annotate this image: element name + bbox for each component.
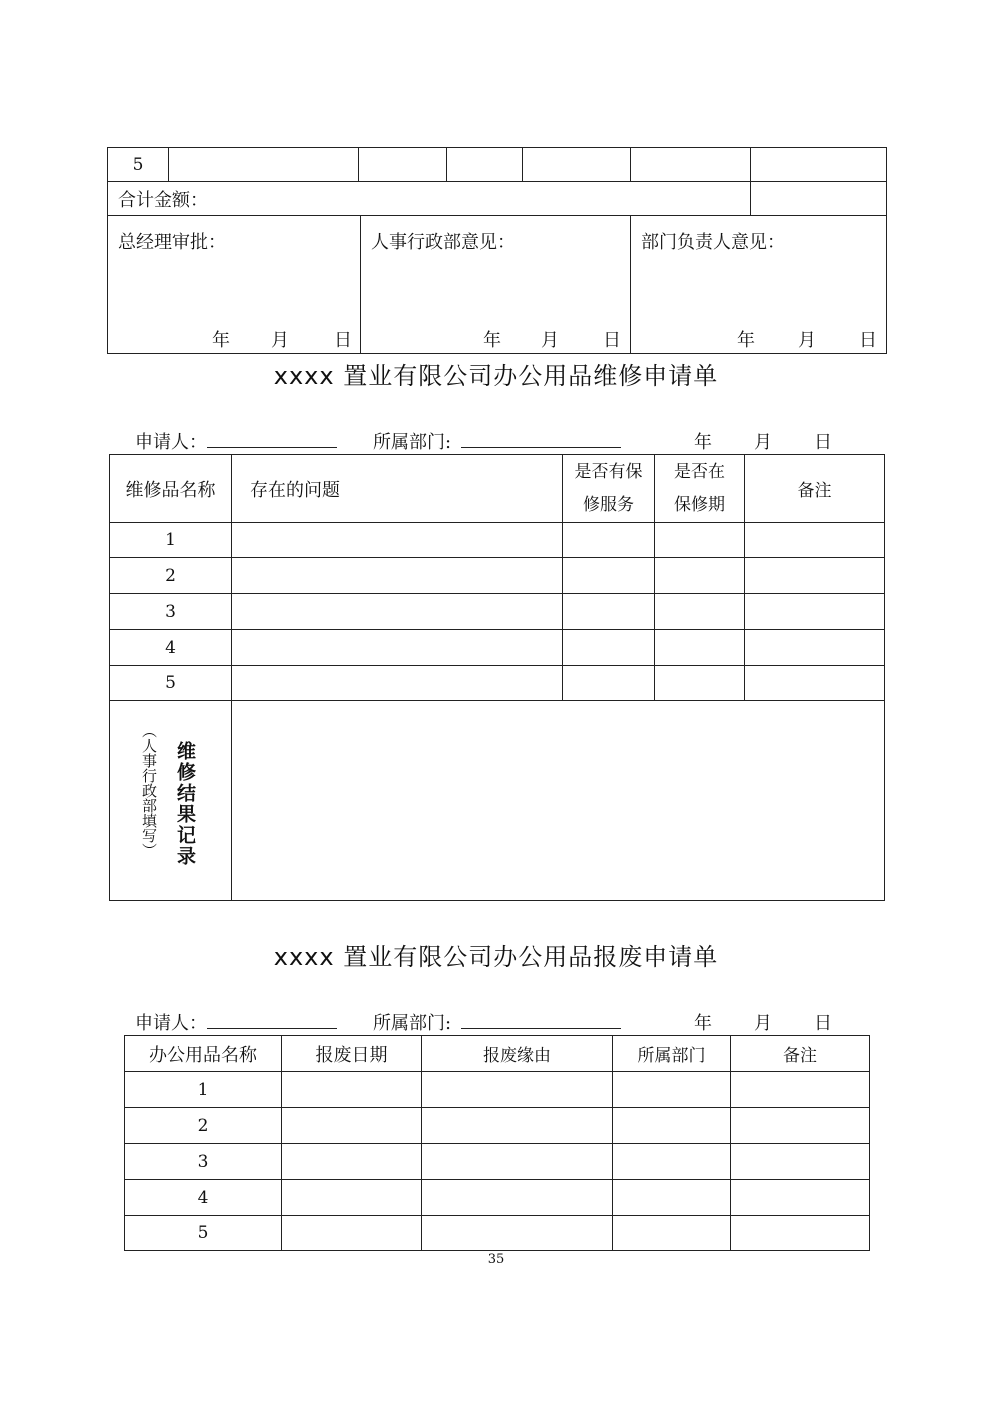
table-cell[interactable]	[563, 666, 655, 701]
table-cell[interactable]	[563, 558, 655, 594]
header-line: 修服务	[583, 494, 634, 515]
scrap-form-title: xxxx 置业有限公司办公用品报废申请单	[273, 943, 719, 971]
table-cell[interactable]	[422, 1072, 613, 1108]
table-cell[interactable]	[613, 1108, 731, 1144]
table-cell[interactable]	[232, 594, 563, 630]
applicant-field[interactable]	[207, 1012, 337, 1029]
gm-approval-label: 总经理审批：	[118, 232, 226, 253]
dept-field[interactable]	[461, 431, 621, 448]
table-cell[interactable]	[447, 148, 523, 182]
table-cell[interactable]	[282, 1144, 422, 1180]
top-table	[107, 147, 887, 216]
header-item-name: 办公用品名称	[125, 1036, 282, 1072]
row-number: 5	[125, 1216, 282, 1251]
applicant-label: 申请人：	[135, 1013, 207, 1034]
row-number: 5	[110, 666, 232, 701]
scrap-applicant-row	[135, 1009, 337, 1035]
table-cell[interactable]	[613, 1072, 731, 1108]
table-cell[interactable]	[563, 630, 655, 666]
date-month: 月	[271, 330, 289, 351]
row-number: 2	[125, 1108, 282, 1144]
table-cell[interactable]	[613, 1180, 731, 1216]
date-year: 年	[212, 330, 230, 351]
table-cell[interactable]	[523, 148, 631, 182]
table-cell[interactable]	[422, 1108, 613, 1144]
table-cell[interactable]	[232, 630, 563, 666]
table-cell[interactable]	[631, 148, 751, 182]
date-day: 日	[814, 1013, 832, 1034]
header-line: 保修期	[674, 494, 725, 515]
row-number: 3	[125, 1144, 282, 1180]
table-cell[interactable]	[731, 1108, 870, 1144]
table-cell[interactable]	[745, 558, 885, 594]
header-scrap-reason: 报废缘由	[422, 1036, 613, 1072]
table-cell[interactable]	[745, 523, 885, 558]
scrap-table	[124, 1035, 870, 1251]
table-cell[interactable]	[282, 1072, 422, 1108]
scrap-dept-row	[373, 1009, 621, 1035]
table-cell[interactable]	[655, 523, 745, 558]
table-cell[interactable]	[751, 148, 887, 182]
table-cell[interactable]	[232, 523, 563, 558]
table-cell[interactable]	[422, 1144, 613, 1180]
table-cell[interactable]	[731, 1180, 870, 1216]
dept-field[interactable]	[461, 1012, 621, 1029]
header-item-name: 维修品名称	[110, 455, 232, 523]
table-cell[interactable]	[655, 630, 745, 666]
row-number: 4	[125, 1180, 282, 1216]
dept-opinion-label: 部门负责人意见：	[641, 232, 785, 253]
table-cell[interactable]	[613, 1144, 731, 1180]
total-amount-cell[interactable]	[751, 182, 887, 216]
repair-applicant-row	[135, 428, 337, 454]
table-cell[interactable]	[232, 558, 563, 594]
page-number: 35	[487, 1252, 505, 1267]
table-cell[interactable]	[563, 594, 655, 630]
table-cell[interactable]	[282, 1216, 422, 1251]
header-scrap-date: 报废日期	[282, 1036, 422, 1072]
repair-date	[694, 428, 832, 454]
scrap-date	[694, 1009, 832, 1035]
header-remarks: 备注	[745, 455, 885, 523]
repair-dept-row	[373, 428, 621, 454]
header-remarks: 备注	[731, 1036, 870, 1072]
table-cell[interactable]	[359, 148, 447, 182]
table-cell[interactable]	[731, 1216, 870, 1251]
row-number: 2	[110, 558, 232, 594]
table-cell[interactable]	[655, 666, 745, 701]
dept-label: 所属部门:	[373, 1013, 452, 1034]
table-cell[interactable]	[169, 148, 359, 182]
date-day: 日	[814, 432, 832, 453]
dept-opinion-cell[interactable]	[631, 216, 887, 354]
dept-label: 所属部门:	[373, 432, 452, 453]
header-department: 所属部门	[613, 1036, 731, 1072]
date-day: 日	[603, 330, 621, 351]
date-year: 年	[694, 432, 712, 453]
date-year: 年	[737, 330, 755, 351]
repair-result-cell[interactable]	[232, 701, 885, 901]
repair-result-label-cell	[110, 701, 232, 901]
table-cell[interactable]	[282, 1180, 422, 1216]
repair-table	[109, 454, 885, 901]
date-month: 月	[754, 1013, 772, 1034]
row-number: 3	[110, 594, 232, 630]
row-number: 5	[108, 148, 169, 182]
applicant-field[interactable]	[207, 431, 337, 448]
date-month: 月	[541, 330, 559, 351]
table-cell[interactable]	[282, 1108, 422, 1144]
applicant-label: 申请人：	[135, 432, 207, 453]
date-year: 年	[483, 330, 501, 351]
table-cell[interactable]	[745, 594, 885, 630]
repair-result-label: 维修结果记录	[174, 741, 196, 867]
table-cell[interactable]	[422, 1216, 613, 1251]
table-cell[interactable]	[731, 1144, 870, 1180]
hr-opinion-cell[interactable]	[361, 216, 631, 354]
header-warranty-service	[563, 455, 655, 523]
row-number: 4	[110, 630, 232, 666]
header-line: 是否有保	[574, 461, 643, 482]
table-cell[interactable]	[655, 594, 745, 630]
row-number: 1	[125, 1072, 282, 1108]
table-cell[interactable]	[745, 666, 885, 701]
date-day: 日	[859, 330, 877, 351]
table-cell[interactable]	[422, 1180, 613, 1216]
header-line: 是否在	[674, 461, 725, 482]
header-problem: 存在的问题	[232, 455, 563, 523]
table-cell[interactable]	[613, 1216, 731, 1251]
hr-opinion-label: 人事行政部意见：	[371, 232, 515, 253]
table-cell[interactable]	[745, 630, 885, 666]
date-year: 年	[694, 1013, 712, 1034]
gm-approval-cell[interactable]	[108, 216, 361, 354]
approval-table	[107, 215, 887, 354]
table-cell[interactable]	[563, 523, 655, 558]
repair-result-note: （人事行政部填写）	[140, 723, 158, 858]
table-cell[interactable]	[232, 666, 563, 701]
table-cell[interactable]	[655, 558, 745, 594]
table-cell[interactable]	[731, 1072, 870, 1108]
header-warranty-period	[655, 455, 745, 523]
date-day: 日	[334, 330, 352, 351]
repair-form-title: xxxx 置业有限公司办公用品维修申请单	[273, 362, 719, 390]
date-month: 月	[754, 432, 772, 453]
total-amount-label: 合计金额：	[108, 182, 751, 216]
date-month: 月	[798, 330, 816, 351]
row-number: 1	[110, 523, 232, 558]
